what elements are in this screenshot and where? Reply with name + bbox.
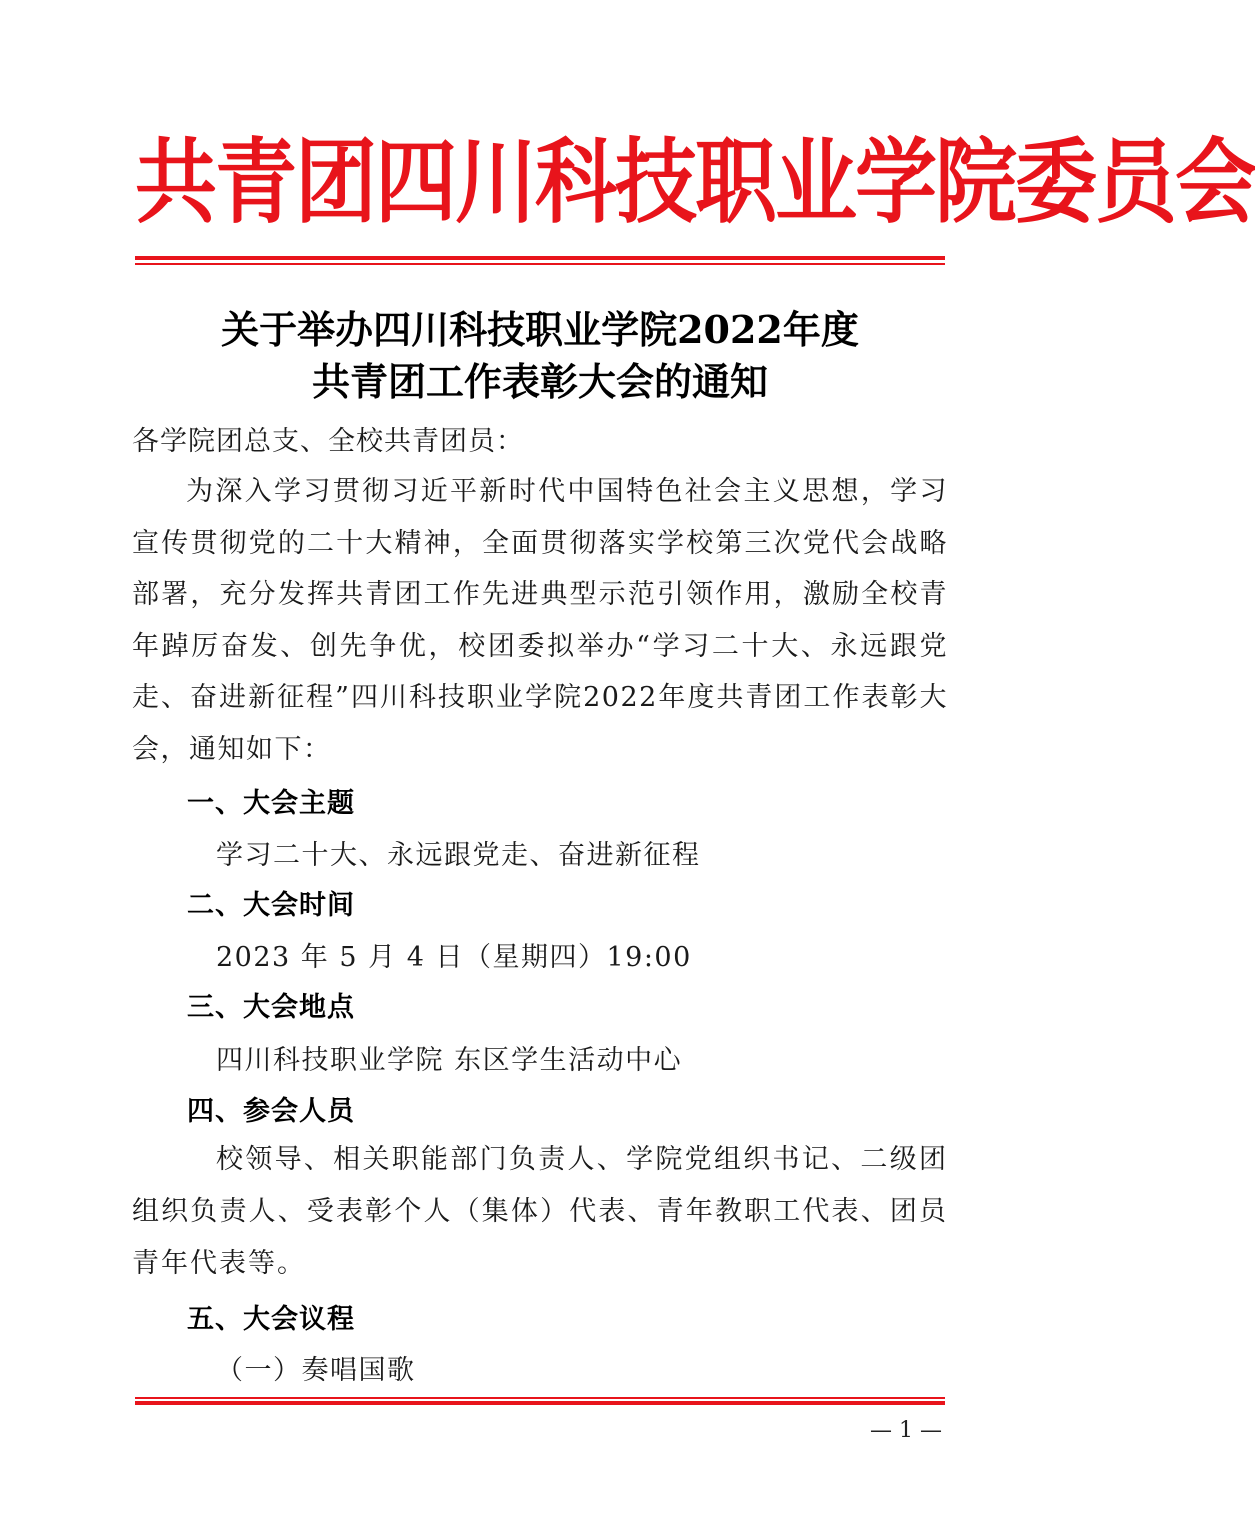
document-title-line2: 共青团工作表彰大会的通知 <box>311 359 768 404</box>
theme-heading: 一、大会主题 <box>187 788 355 819</box>
header-red-line-thin <box>135 263 945 265</box>
attendees-paragraph: 校领导、相关职能部门负责人、学院党组织书记、二级团组织负责人、受表彰个人（集体）代表、青年教职工代表、团员青年代表等。 <box>132 1144 948 1279</box>
document-title-line1: 关于举办四川科技职业学院2022年度 <box>221 307 859 352</box>
place-heading: 三、大会地点 <box>187 992 355 1023</box>
salutation: 各学院团总支、全校共青团员： <box>132 426 524 457</box>
agenda-item: （一）奏唱国歌 <box>216 1355 416 1386</box>
place-text: 四川科技职业学院 东区学生活动中心 <box>216 1045 683 1076</box>
footer-red-line-thin <box>135 1397 945 1399</box>
footer-red-line <box>135 1401 945 1405</box>
agenda-heading: 五、大会议程 <box>187 1304 355 1335</box>
attendees-heading: 四、参会人员 <box>187 1096 355 1127</box>
time-text: 2023 年 5 月 4 日（星期四）19:00 <box>216 942 692 973</box>
header-red-line <box>135 256 945 260</box>
masthead-title: 共青团四川科技职业学院委员会 <box>135 130 1255 237</box>
theme-text: 学习二十大、永远跟党走、奋进新征程 <box>216 840 701 871</box>
intro-paragraph: 为深入学习贯彻习近平新时代中国特色社会主义思想，学习宣传贯彻党的二十大精神，全面贯彻落实学校第三次党代会战略部署，充分发挥共青团工作先进典型示范引领作用，激励全校青年踔厉奋发、创先争优，校团委拟举办“学习二十大、永远跟党走、奋进新征程”四川科技职业学院2022年度共青团工作表彰大会，通知如下： <box>132 476 948 765</box>
page-number: — 1 — <box>870 1418 942 1443</box>
time-heading: 二、大会时间 <box>187 890 355 921</box>
